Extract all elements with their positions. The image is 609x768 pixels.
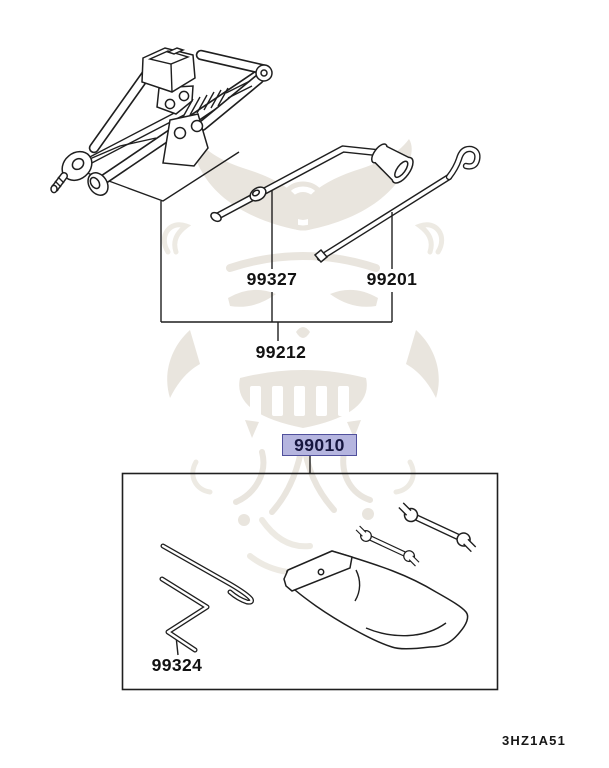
part-label-99324[interactable]: 99324 [151,655,203,675]
part-label-99010-highlighted[interactable]: 99010 [282,434,357,456]
part-label-99201[interactable]: 99201 [366,269,418,289]
tool-bag-drawing [284,551,468,649]
tool-bar-drawing [162,546,252,650]
open-end-wrench-large-drawing [395,502,480,553]
diagram-code: 3HZ1A51 [502,733,567,748]
part-label-99212[interactable]: 99212 [255,342,307,362]
part-label-99327[interactable]: 99327 [246,269,298,289]
